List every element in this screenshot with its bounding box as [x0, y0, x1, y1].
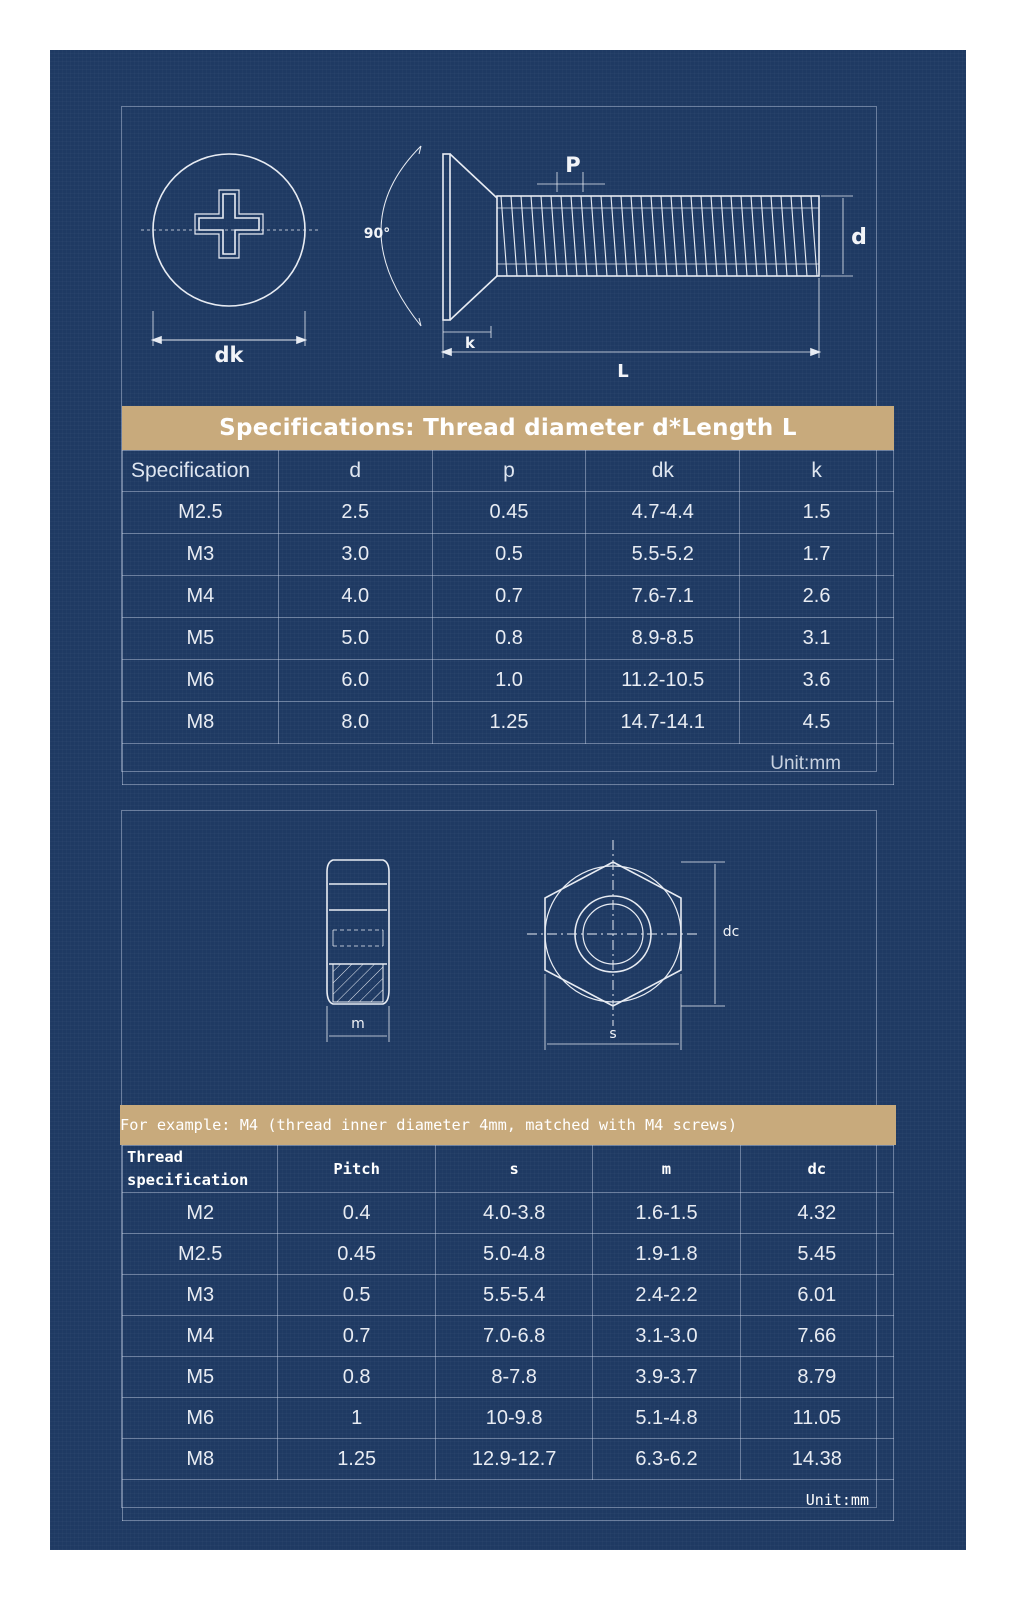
unit-label: Unit:mm — [123, 744, 894, 785]
cell: M5 — [123, 618, 279, 660]
cell: 8.0 — [278, 702, 432, 744]
table-row — [123, 1357, 894, 1398]
table-header-row — [123, 451, 894, 492]
cell: 2.6 — [740, 576, 894, 618]
label-m: m — [351, 1016, 365, 1032]
table-header-row — [123, 1146, 894, 1193]
cell: 5.5-5.4 — [435, 1275, 592, 1316]
cell: 4.7-4.4 — [586, 492, 740, 534]
cell: 0.8 — [432, 618, 586, 660]
cell: 2.5 — [278, 492, 432, 534]
header-thread-specification: Thread specification — [123, 1146, 278, 1193]
header-d: d — [278, 451, 432, 492]
cell: 0.5 — [432, 534, 586, 576]
cell: 1.9-1.8 — [593, 1234, 740, 1275]
cell: 4.0-3.8 — [435, 1193, 592, 1234]
header-p: p — [432, 451, 586, 492]
cell: 2.4-2.2 — [593, 1275, 740, 1316]
nut-diagram — [121, 810, 875, 1100]
label-dc: dc — [722, 924, 740, 940]
table-row — [123, 492, 894, 534]
cell: M4 — [123, 1316, 278, 1357]
table-row — [123, 1316, 894, 1357]
table-row — [123, 1439, 894, 1480]
label-s: s — [609, 1026, 617, 1042]
cell: 0.8 — [278, 1357, 435, 1398]
table-row — [123, 1275, 894, 1316]
header-pitch: Pitch — [278, 1146, 435, 1193]
cell: 12.9-12.7 — [435, 1439, 592, 1480]
cell: 5.1-4.8 — [593, 1398, 740, 1439]
cell: M6 — [123, 660, 279, 702]
cell: 5.0 — [278, 618, 432, 660]
screw-spec-table — [122, 450, 894, 785]
cell: M2 — [123, 1193, 278, 1234]
cell: M2.5 — [123, 1234, 278, 1275]
cell: 1.25 — [432, 702, 586, 744]
cell: 4.32 — [740, 1193, 893, 1234]
cell: 0.45 — [432, 492, 586, 534]
cell: 1 — [278, 1398, 435, 1439]
cell: 8.79 — [740, 1357, 893, 1398]
cell: 7.0-6.8 — [435, 1316, 592, 1357]
cell: 8.9-8.5 — [586, 618, 740, 660]
cell: 6.3-6.2 — [593, 1439, 740, 1480]
cell: 8-7.8 — [435, 1357, 592, 1398]
cell: 7.6-7.1 — [586, 576, 740, 618]
cell: M6 — [123, 1398, 278, 1439]
table-row — [123, 702, 894, 744]
cell: 1.0 — [432, 660, 586, 702]
cell: 4.0 — [278, 576, 432, 618]
table-row — [123, 576, 894, 618]
cell: M4 — [123, 576, 279, 618]
cell: 11.2-10.5 — [586, 660, 740, 702]
label-90-degrees: 90° — [363, 226, 391, 242]
table-row — [123, 1398, 894, 1439]
cell: 5.5-5.2 — [586, 534, 740, 576]
label-l: L — [617, 361, 629, 382]
cell: 0.7 — [278, 1316, 435, 1357]
cell: 0.7 — [432, 576, 586, 618]
cell: M2.5 — [123, 492, 279, 534]
label-d: d — [851, 225, 867, 250]
table-row — [123, 660, 894, 702]
cell: 1.6-1.5 — [593, 1193, 740, 1234]
cell: 10-9.8 — [435, 1398, 592, 1439]
cell: 11.05 — [740, 1398, 893, 1439]
cell: 14.7-14.1 — [586, 702, 740, 744]
nut-spec-table — [122, 1145, 894, 1521]
cell: 0.4 — [278, 1193, 435, 1234]
cell: 3.9-3.7 — [593, 1357, 740, 1398]
cell: 14.38 — [740, 1439, 893, 1480]
screw-diagram — [121, 106, 875, 406]
cell: 1.7 — [740, 534, 894, 576]
header-dk: dk — [586, 451, 740, 492]
cell: M3 — [123, 1275, 278, 1316]
example-banner: For example: M4 (thread inner diameter 4mm, matched with M4 screws) — [120, 1105, 896, 1145]
table-row — [123, 1234, 894, 1275]
cell: 3.6 — [740, 660, 894, 702]
unit-row — [123, 1480, 894, 1521]
header-k: k — [740, 451, 894, 492]
table-row — [123, 618, 894, 660]
label-p: P — [565, 153, 581, 177]
header-s: s — [435, 1146, 592, 1193]
cell: 0.45 — [278, 1234, 435, 1275]
cell: 3.1-3.0 — [593, 1316, 740, 1357]
cell: 1.25 — [278, 1439, 435, 1480]
cell: 5.45 — [740, 1234, 893, 1275]
table-row — [123, 534, 894, 576]
label-dk: dk — [214, 343, 244, 367]
header-m: m — [593, 1146, 740, 1193]
cell: 0.5 — [278, 1275, 435, 1316]
cell: M8 — [123, 702, 279, 744]
unit-label: Unit:mm — [123, 1480, 894, 1521]
table-row — [123, 1193, 894, 1234]
cell: 3.1 — [740, 618, 894, 660]
cell: M3 — [123, 534, 279, 576]
specifications-banner: Specifications: Thread diameter d*Length L — [122, 406, 894, 450]
cell: 6.0 — [278, 660, 432, 702]
cell: 6.01 — [740, 1275, 893, 1316]
cell: M5 — [123, 1357, 278, 1398]
cell: 1.5 — [740, 492, 894, 534]
header-specification: Specification — [123, 451, 279, 492]
cell: 4.5 — [740, 702, 894, 744]
cell: 3.0 — [278, 534, 432, 576]
header-dc: dc — [740, 1146, 893, 1193]
cell: M8 — [123, 1439, 278, 1480]
cell: 5.0-4.8 — [435, 1234, 592, 1275]
cell: 7.66 — [740, 1316, 893, 1357]
label-k: k — [465, 334, 475, 352]
unit-row — [123, 744, 894, 785]
